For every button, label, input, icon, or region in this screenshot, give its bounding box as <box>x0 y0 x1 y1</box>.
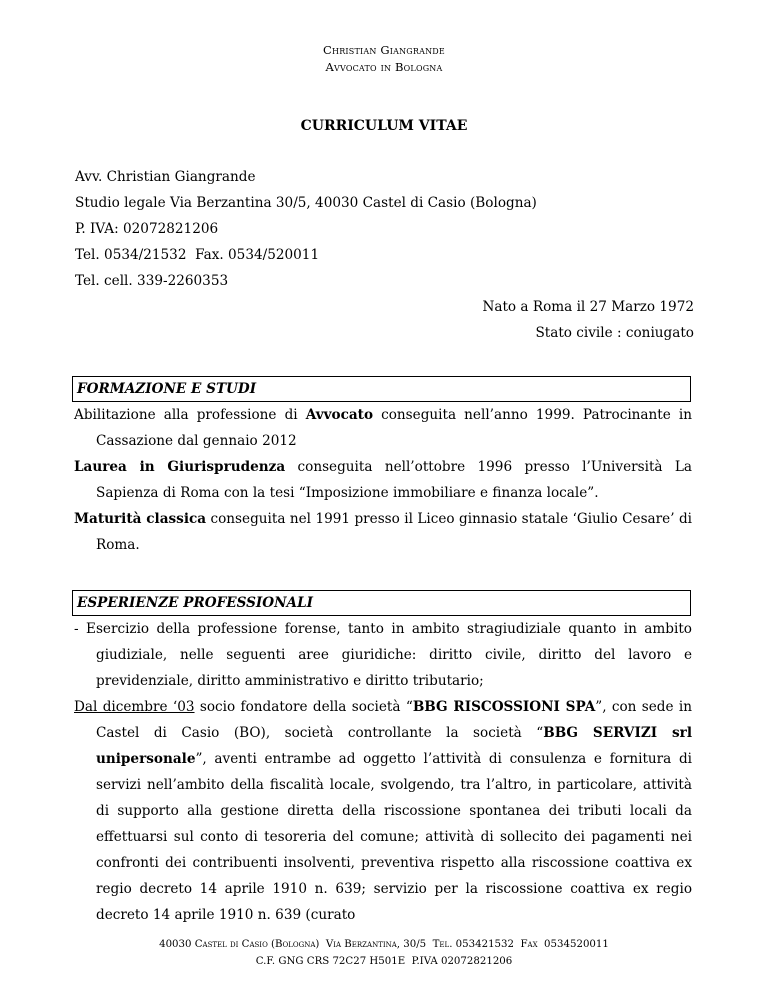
contact-name: Avv. Christian Giangrande <box>75 169 256 185</box>
education-item-bold: Maturità classica <box>74 511 207 527</box>
education-item-bold: Avvocato <box>305 407 374 423</box>
experience-item: - Esercizio della professione forense, tanto in ambito stragiudiziale quanto in ambito giudiziale, nelle seguenti aree giuridiche: diritto civile, diritto del lavoro e previdenziale, diritto amministrativo e diritto tributario; <box>74 621 692 689</box>
education-item-text: Abilitazione alla professione di <box>74 407 306 423</box>
company-name: BBG SERVIZI srl unipersonale <box>96 725 692 767</box>
civil-status: Stato civile : coniugato <box>535 325 694 341</box>
letterhead-name: Christian Giangrande <box>323 43 445 57</box>
letterhead-subtitle: Avvocato in Bologna <box>325 60 443 74</box>
footer-address: 40030 Castel di Casio (Bologna) Via Berzantina, 30/5 Tel. 053421532 Fax 0534520011 <box>159 939 609 950</box>
letterhead <box>0 42 768 76</box>
experience-item <box>74 694 692 928</box>
education-item <box>74 506 692 558</box>
education-item-text: conseguita nell’anno 1999. Patrocinante in Cassazione dal gennaio 2012 <box>96 407 692 449</box>
company-name: BBG RISCOSSIONI SPA <box>412 699 596 715</box>
page-footer <box>0 936 768 970</box>
section-heading-experience: ESPERIENZE PROFESSIONALI <box>72 590 691 616</box>
section-heading-education: FORMAZIONE E STUDI <box>72 376 691 402</box>
contact-studio: Studio legale Via Berzantina 30/5, 40030 Castel di Casio (Bologna) <box>75 195 537 211</box>
contact-block <box>75 164 537 294</box>
experience-text: ”, aventi entrambe ad oggetto l’attività di consulenza e fornitura di servizi nell’ambito della fiscalità locale, svolgendo, tra l’altro, in particolare, attività di supporto alla gestione diretta della riscossione spontanea dei tributi locali da effettuarsi sul conto di tesoreria del comune; attività di sollecito dei pagamenti nei confronti dei contribuenti insolventi, preventiva rispetto alla riscossione coattiva ex regio decreto 14 aprile 1910 n. 639; servizio per la riscossione coattiva ex regio decreto 14 aprile 1910 n. 639 (curato <box>96 751 692 923</box>
personal-info <box>482 294 694 346</box>
education-item-text: conseguita nell’ottobre 1996 presso l’Università La Sapienza di Roma con la tesi “Imposizione immobiliare e finanza locale”. <box>96 459 692 501</box>
birth-info: Nato a Roma il 27 Marzo 1972 <box>482 299 694 315</box>
experience-text: ”, con sede in Castel di Casio (BO), società controllante la società “ <box>96 699 693 741</box>
education-item <box>74 402 692 454</box>
footer-tax-codes: C.F. GNG CRS 72C27 H501E P.IVA 02072821206 <box>255 956 513 967</box>
contact-cell: Tel. cell. 339-2260353 <box>75 273 229 289</box>
experience-text: socio fondatore della società “ <box>194 699 413 715</box>
education-item-bold: Laurea in Giurisprudenza <box>74 459 286 475</box>
education-item-text: conseguita nel 1991 presso il Liceo ginnasio statale ‘Giulio Cesare’ di Roma. <box>96 511 692 553</box>
contact-tel-fax: Tel. 0534/21532 Fax. 0534/520011 <box>75 247 320 263</box>
experience-date: Dal dicembre ‘03 <box>74 699 195 715</box>
contact-piva: P. IVA: 02072821206 <box>75 221 219 237</box>
document-title: CURRICULUM VITAE <box>300 118 468 134</box>
education-item <box>74 454 692 506</box>
